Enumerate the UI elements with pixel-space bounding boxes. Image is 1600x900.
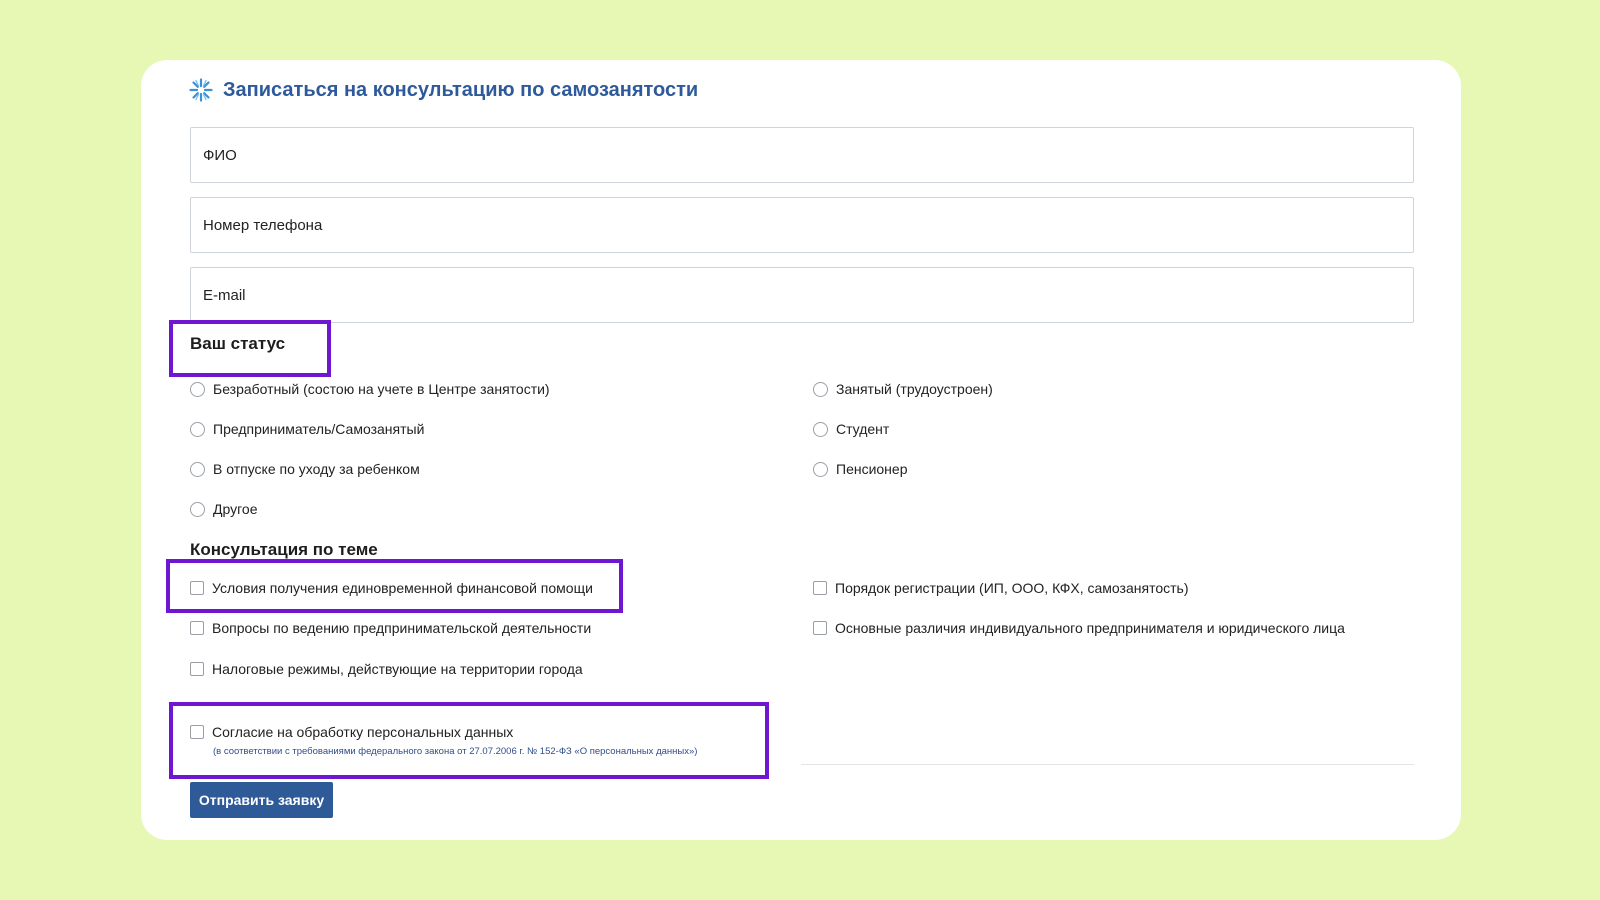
consent-checkbox-row[interactable]: Согласие на обработку персональных данных (190, 722, 513, 742)
email-field[interactable] (190, 267, 1414, 323)
topic-option-ip-vs-legal-entity[interactable]: Основные различия индивидуального предпринимателя и юридического лица (813, 618, 1345, 638)
consent-note: (в соответствии с требованиями федерального закона от 27.07.2006 г. № 152-ФЗ «О персональных данных») (213, 746, 698, 757)
radio-button[interactable] (190, 502, 205, 517)
checkbox[interactable] (813, 621, 827, 635)
checkbox[interactable] (190, 621, 204, 635)
fio-input[interactable] (191, 128, 1413, 182)
form-title-text: Записаться на консультацию по самозанятости (223, 78, 699, 101)
status-heading: Ваш статус (190, 334, 286, 353)
checkbox[interactable] (190, 581, 204, 595)
status-option-other[interactable]: Другое (190, 499, 257, 519)
radio-button[interactable] (190, 422, 205, 437)
topic-heading: Консультация по теме (190, 540, 378, 559)
status-option-unemployed[interactable]: Безработный (состою на учете в Центре занятости) (190, 379, 550, 399)
radio-button[interactable] (813, 382, 828, 397)
status-option-entrepreneur[interactable]: Предприниматель/Самозанятый (190, 419, 424, 439)
radio-button[interactable] (190, 462, 205, 477)
radio-button[interactable] (813, 422, 828, 437)
submit-button[interactable]: Отправить заявку (190, 782, 333, 818)
checkbox[interactable] (813, 581, 827, 595)
radio-button[interactable] (190, 382, 205, 397)
checkbox[interactable] (190, 662, 204, 676)
status-option-parental-leave[interactable]: В отпуске по уходу за ребенком (190, 459, 420, 479)
phone-input[interactable] (191, 198, 1413, 252)
checkbox[interactable] (190, 725, 204, 739)
form-title (189, 75, 698, 105)
divider (801, 764, 1414, 765)
email-input[interactable] (191, 268, 1413, 322)
consultation-form-card (141, 60, 1461, 840)
snowflake-sparkle-icon (189, 78, 213, 102)
status-option-student[interactable]: Студент (813, 419, 889, 439)
fio-field[interactable] (190, 127, 1414, 183)
phone-field[interactable] (190, 197, 1414, 253)
topic-option-business-questions[interactable]: Вопросы по ведению предпринимательской деятельности (190, 618, 591, 638)
status-option-employed[interactable]: Занятый (трудоустроен) (813, 379, 993, 399)
radio-button[interactable] (813, 462, 828, 477)
topic-option-registration[interactable]: Порядок регистрации (ИП, ООО, КФХ, самозанятость) (813, 578, 1188, 598)
topic-option-tax-regimes[interactable]: Налоговые режимы, действующие на территории города (190, 659, 583, 679)
status-option-pensioner[interactable]: Пенсионер (813, 459, 908, 479)
topic-option-financial-aid[interactable]: Условия получения единовременной финансовой помощи (190, 578, 593, 598)
